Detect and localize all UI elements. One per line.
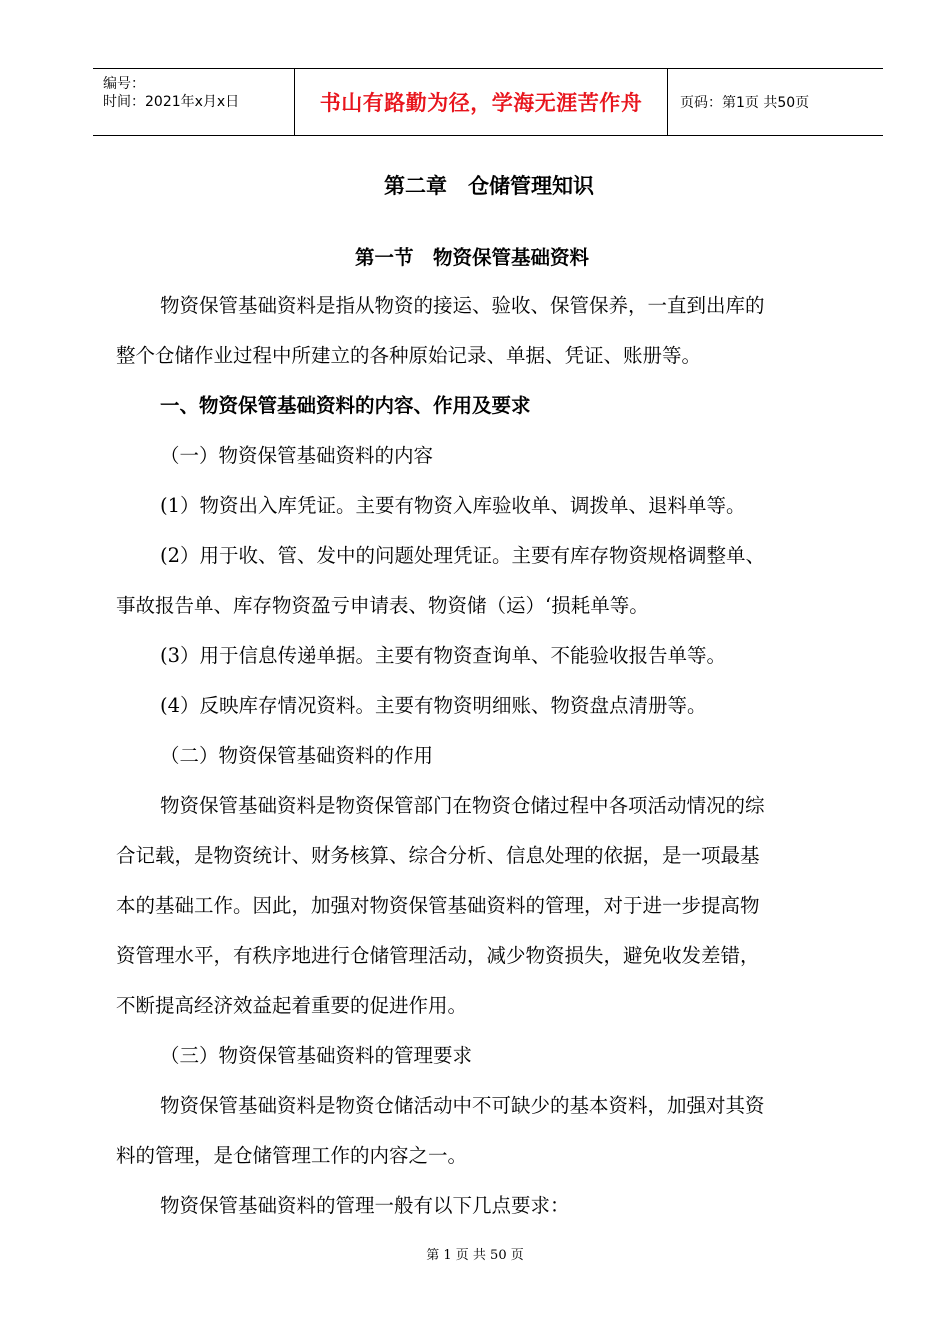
- subheading: 一、物资保管基础资料的内容、作用及要求: [160, 394, 531, 417]
- header-meta: [93, 69, 295, 135]
- paragraph-line: 不断提高经济效益起着重要的促进作用。: [116, 994, 468, 1017]
- chapter-title: 第二章 仓储管理知识: [384, 174, 594, 198]
- paragraph-line: 物资保管基础资料是物资保管部门在物资仓储过程中各项活动情况的综: [160, 794, 765, 817]
- list-item: (3）用于信息传递单据。主要有物资查询单、不能验收报告单等。: [160, 644, 727, 667]
- subheading-minor: （一）物资保管基础资料的内容: [160, 444, 434, 467]
- subheading-minor: （三）物资保管基础资料的管理要求: [160, 1044, 473, 1067]
- list-item: (2）用于收、管、发中的问题处理凭证。主要有库存物资规格调整单、: [160, 544, 766, 567]
- list-item: (1）物资出入库凭证。主要有物资入库验收单、调拨单、退料单等。: [160, 494, 746, 517]
- section-title: 第一节 物资保管基础资料: [355, 246, 590, 269]
- paragraph-line: 合记载，是物资统计、财务核算、综合分析、信息处理的依据，是一项最基: [116, 844, 760, 867]
- page-footer: 第 1 页 共 50 页: [426, 1248, 524, 1263]
- paragraph-line: 物资保管基础资料是物资仓储活动中不可缺少的基本资料，加强对其资: [160, 1094, 765, 1117]
- paragraph-line: 物资保管基础资料的管理一般有以下几点要求：: [160, 1194, 570, 1217]
- header-code-label: 编号：: [103, 76, 145, 92]
- list-item-cont: 事故报告单、库存物资盈亏申请表、物资储（运）‘损耗单等。: [116, 594, 649, 617]
- paragraph-line: 整个仓储作业过程中所建立的各种原始记录、单据、凭证、账册等。: [116, 344, 702, 367]
- header-time-label: 时间：2021年x月x日: [103, 94, 240, 110]
- paragraph-line: 物资保管基础资料是指从物资的接运、验收、保管保养，一直到出库的: [160, 294, 765, 317]
- list-item: (4）反映库存情况资料。主要有物资明细账、物资盘点清册等。: [160, 694, 707, 717]
- paragraph-line: 料的管理，是仓储管理工作的内容之一。: [116, 1144, 468, 1167]
- subheading-minor: （二）物资保管基础资料的作用: [160, 744, 434, 767]
- header-page-info: 页码：第1页 共50页: [680, 95, 810, 111]
- header-motto: 书山有路勤为径，学海无涯苦作舟: [295, 69, 668, 135]
- paragraph-line: 资管理水平，有秩序地进行仓储管理活动，减少物资损失，避免收发差错，: [116, 944, 760, 967]
- page-header: [93, 68, 883, 136]
- paragraph-line: 本的基础工作。因此，加强对物资保管基础资料的管理，对于进一步提高物: [116, 894, 760, 917]
